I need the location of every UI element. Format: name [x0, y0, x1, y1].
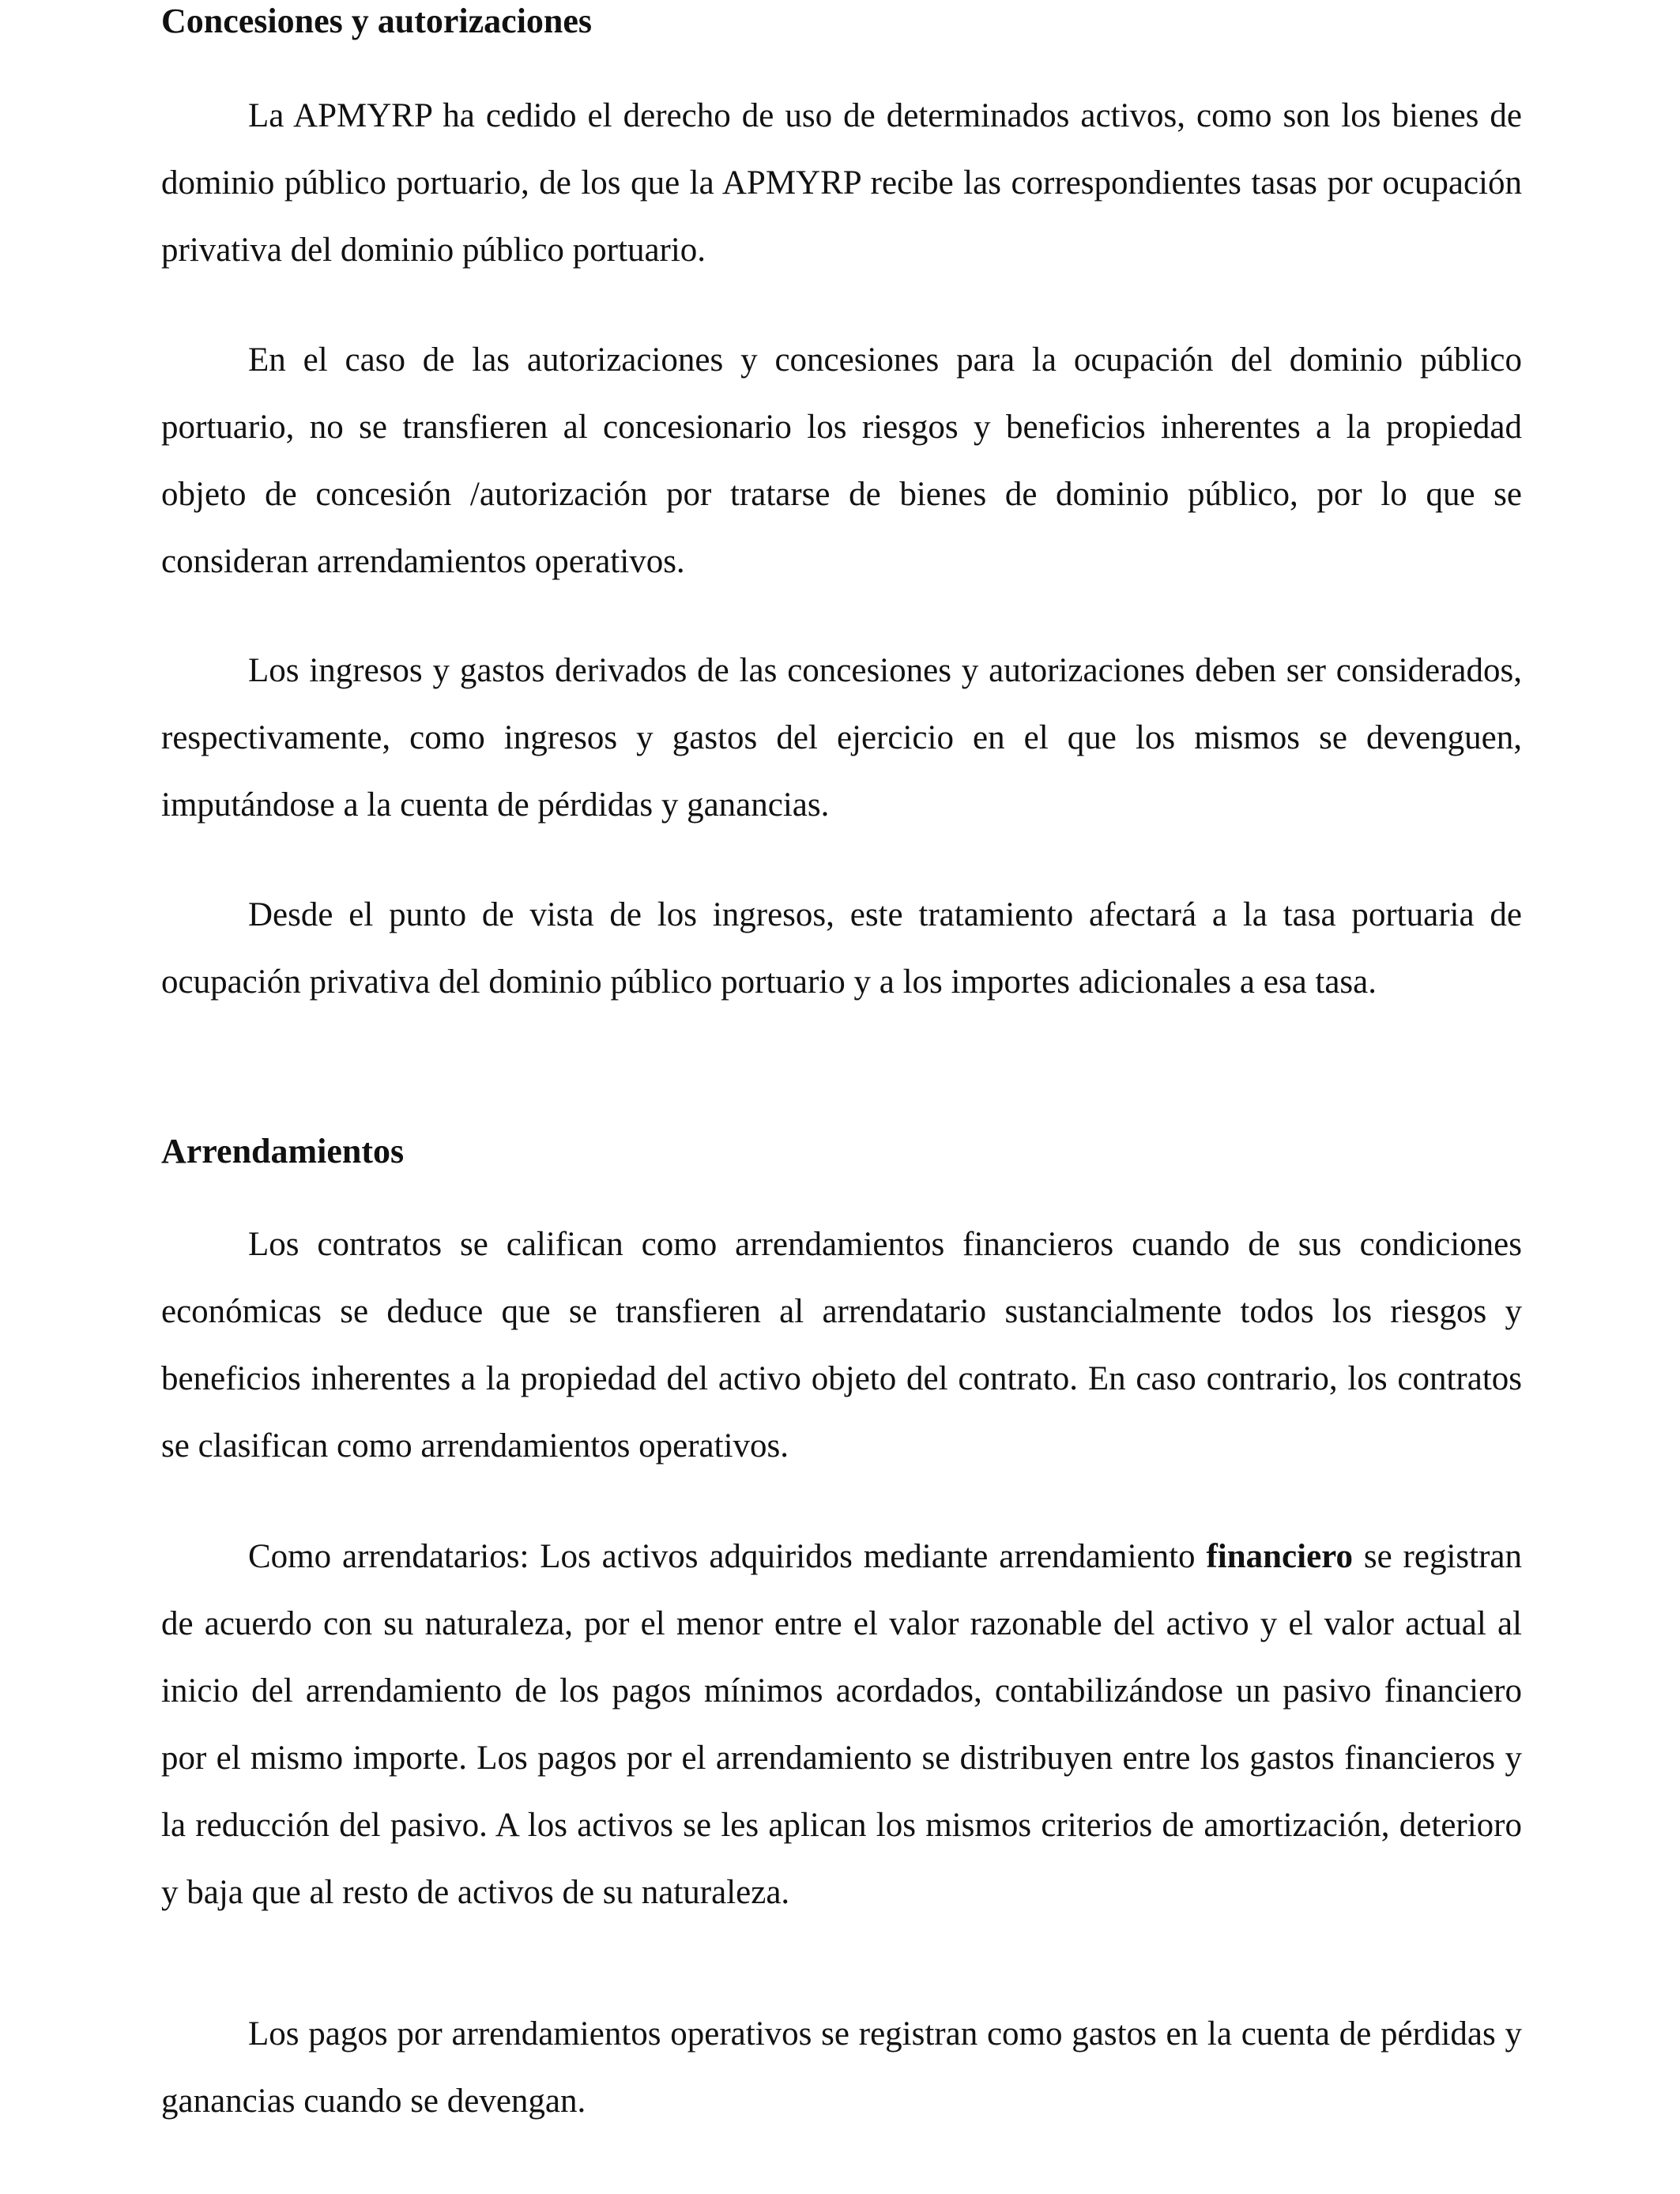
section-heading-arrendamientos: Arrendamientos [161, 1132, 405, 1171]
paragraph-autorizaciones-concesiones: En el caso de las autorizaciones y concesiones para la ocupación del dominio público portuario, no se transfieren al concesionario los riesgos y beneficios inherentes a la propiedad objeto de concesión /autorización por tratarse de bienes de dominio público, por lo que se consideran arrendamientos operativos. [161, 341, 1522, 580]
paragraph-ingresos-gastos: Los ingresos y gastos derivados de las concesiones y autorizaciones deben ser considerados, respectivamente, como ingresos y gastos del ejercicio en el que los mismos se devenguen, imputándose a la cuenta de pérdidas y ganancias. [161, 652, 1522, 824]
section-heading-concesiones: Concesiones y autorizaciones [161, 2, 593, 40]
paragraph-text-before-bold: Como arrendatarios: Los activos adquiridos mediante arrendamiento [248, 1538, 1207, 1575]
bold-term-financiero: financiero [1206, 1538, 1353, 1575]
paragraph-punto-vista-ingresos: Desde el punto de vista de los ingresos, este tratamiento afectará a la tasa portuaria de ocupación privativa del dominio público portuario y a los importes adicionales a esa tasa. [161, 896, 1522, 1001]
paragraph-calificacion-contratos: Los contratos se califican como arrendamientos financieros cuando de sus condiciones económicas se deduce que se transfieren al arrendatario sustancialmente todos los riesgos y beneficios inherentes a la propiedad del activo objeto del contrato. En caso contrario, los contratos se clasifican como arrendamientos operativos. [161, 1226, 1522, 1465]
paragraph-text-after-bold: se registran de acuerdo con su naturaleza, por el menor entre el valor razonable del activo y el valor actual al inicio del arrendamiento de los pagos mínimos acordados, contabilizándose un pasivo financiero por el mismo importe. Los pagos por el arrendamiento se distribuyen entre los gastos financieros y la reducción del pasivo. A los activos se les aplican los mismos criterios de amortización, deterioro y baja que al resto de activos de su naturaleza. [161, 1538, 1522, 1911]
paragraph-cesion-derecho-uso: La APMYRP ha cedido el derecho de uso de determinados activos, como son los bienes de dominio público portuario, de los que la APMYRP recibe las correspondientes tasas por ocupación privativa del dominio público portuario. [161, 97, 1522, 269]
paragraph-como-arrendatarios [161, 1523, 1522, 1926]
paragraph-pagos-operativos: Los pagos por arrendamientos operativos se registran como gastos en la cuenta de pérdidas y ganancias cuando se devengan. [161, 2015, 1522, 2120]
